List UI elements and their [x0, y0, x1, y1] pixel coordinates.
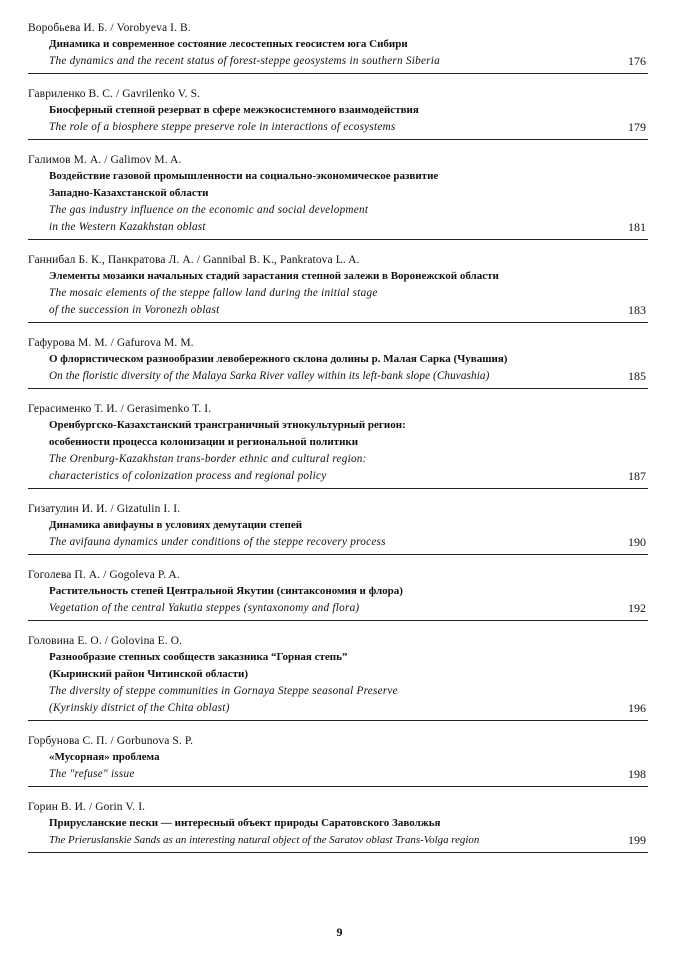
- title-en: characteristics of colonization process and regional policy: [49, 470, 327, 482]
- title-en: The Orenburg-Kazakhstan trans-border ethnic and cultural region:: [49, 453, 367, 465]
- contents-entry: [28, 501, 648, 555]
- title-en: in the Western Kazakhstan oblast: [49, 221, 206, 233]
- entry-authors: Воробьева И. Б. / Vorobyeva I. B.: [28, 22, 191, 34]
- page-number: 199: [628, 833, 646, 847]
- entry-titles: [49, 583, 614, 617]
- entry-authors: Галимов М. А. / Galimov M. A.: [28, 154, 182, 166]
- title-en: The mosaic elements of the steppe fallow land during the initial stage: [49, 287, 378, 299]
- entry-authors: Гоголева П. А. / Gogoleva P. A.: [28, 569, 180, 581]
- title-ru: «Мусорная» проблема: [49, 751, 160, 763]
- title-ru: (Кыринский район Читинской области): [49, 668, 249, 680]
- page-number: 181: [628, 220, 646, 234]
- title-en: The Prieruslanskie Sands as an interesting natural object of the Saratov oblast Trans-Volga region: [49, 834, 480, 846]
- page-number: 190: [628, 535, 646, 549]
- entry-titles: [49, 168, 614, 236]
- contents-entry: [28, 86, 648, 140]
- page-number: 176: [628, 54, 646, 68]
- entry-authors: Ганнибал Б. К., Панкратова Л. А. / Gannibal B. K., Pankratova L. A.: [28, 254, 360, 266]
- title-ru: Биосферный степной резерват в сфере межэкосистемного взаимодействия: [49, 104, 419, 116]
- contents-entry: [28, 335, 648, 389]
- title-ru: Разнообразие степных сообществ заказника “Горная степь”: [49, 651, 348, 663]
- title-ru: Динамика авифауны в условиях демутации степей: [49, 519, 303, 531]
- page-number: 183: [628, 303, 646, 317]
- title-ru: Оренбургско-Казахстанский трансграничный этнокультурный регион:: [49, 419, 406, 431]
- title-en: of the succession in Voronezh oblast: [49, 304, 220, 316]
- entry-titles: [49, 351, 620, 385]
- title-ru: особенности процесса колонизации и региональной политики: [49, 436, 359, 448]
- title-en: Vegetation of the central Yakutia steppes (syntaxonomy and flora): [49, 602, 360, 614]
- title-en: The gas industry influence on the economic and social development: [49, 204, 369, 216]
- title-ru: Прирусланские пески — интересный объект природы Саратовского Заволжья: [49, 817, 441, 829]
- page-number: 198: [628, 767, 646, 781]
- contents-entry: [28, 733, 648, 787]
- entry-authors: Головина Е. О. / Golovina E. O.: [28, 635, 183, 647]
- contents-entry: [28, 252, 648, 323]
- entry-titles: [49, 268, 614, 319]
- page-number: 187: [628, 469, 646, 483]
- page-folio: 9: [336, 925, 343, 939]
- contents-entry: [28, 152, 648, 240]
- entry-titles: [49, 102, 614, 136]
- entry-authors: Гизатулин И. И. / Gizatulin I. I.: [28, 503, 181, 515]
- title-en: (Kyrinskiy district of the Chita oblast): [49, 702, 230, 714]
- entry-titles: [49, 417, 614, 485]
- page-number: 192: [628, 601, 646, 615]
- contents-list: [28, 20, 648, 865]
- title-en: The avifauna dynamics under conditions of the steppe recovery process: [49, 536, 386, 548]
- title-en: The role of a biosphere steppe preserve role in interactions of ecosystems: [49, 121, 396, 133]
- contents-entry: [28, 633, 648, 721]
- contents-entry: [28, 20, 648, 74]
- entry-authors: Герасименко Т. И. / Gerasimenko T. I.: [28, 403, 212, 415]
- entry-titles: [49, 749, 614, 783]
- entry-titles: [49, 517, 614, 551]
- entry-authors: Гафурова М. М. / Gafurova M. M.: [28, 337, 194, 349]
- entry-authors: Гавриленко В. С. / Gavrilenko V. S.: [28, 88, 201, 100]
- title-ru: Динамика и современное состояние лесостепных геосистем юга Сибири: [49, 38, 408, 50]
- title-ru: О флористическом разнообразии левобережного склона долины р. Малая Сарка (Чувашия): [49, 353, 508, 365]
- contents-entry: [28, 799, 648, 853]
- title-en: The "refuse" issue: [49, 768, 135, 780]
- entry-titles: [49, 649, 614, 717]
- entry-authors: Горин В. И. / Gorin V. I.: [28, 801, 146, 813]
- title-ru: Растительность степей Центральной Якутии (синтаксономия и флора): [49, 585, 403, 597]
- entry-titles: [49, 815, 620, 849]
- entry-authors: Горбунова С. П. / Gorbunova S. P.: [28, 735, 194, 747]
- title-ru: Западно-Казахстанской области: [49, 187, 209, 199]
- title-en: On the floristic diversity of the Malaya Sarka River valley within its left-bank slope (Chuvashia): [49, 370, 490, 382]
- title-en: The dynamics and the recent status of forest-steppe geosystems in southern Siberia: [49, 55, 440, 67]
- contents-entry: [28, 401, 648, 489]
- contents-entry: [28, 567, 648, 621]
- page-number: 196: [628, 701, 646, 715]
- title-ru: Воздействие газовой промышленности на социально-экономическое развитие: [49, 170, 439, 182]
- page-number: 179: [628, 120, 646, 134]
- page-number: 185: [628, 369, 646, 383]
- entry-titles: [49, 36, 614, 70]
- title-ru: Элементы мозаики начальных стадий зарастания степной залежи в Воронежской области: [49, 270, 499, 282]
- title-en: The diversity of steppe communities in Gornaya Steppe seasonal Preserve: [49, 685, 398, 697]
